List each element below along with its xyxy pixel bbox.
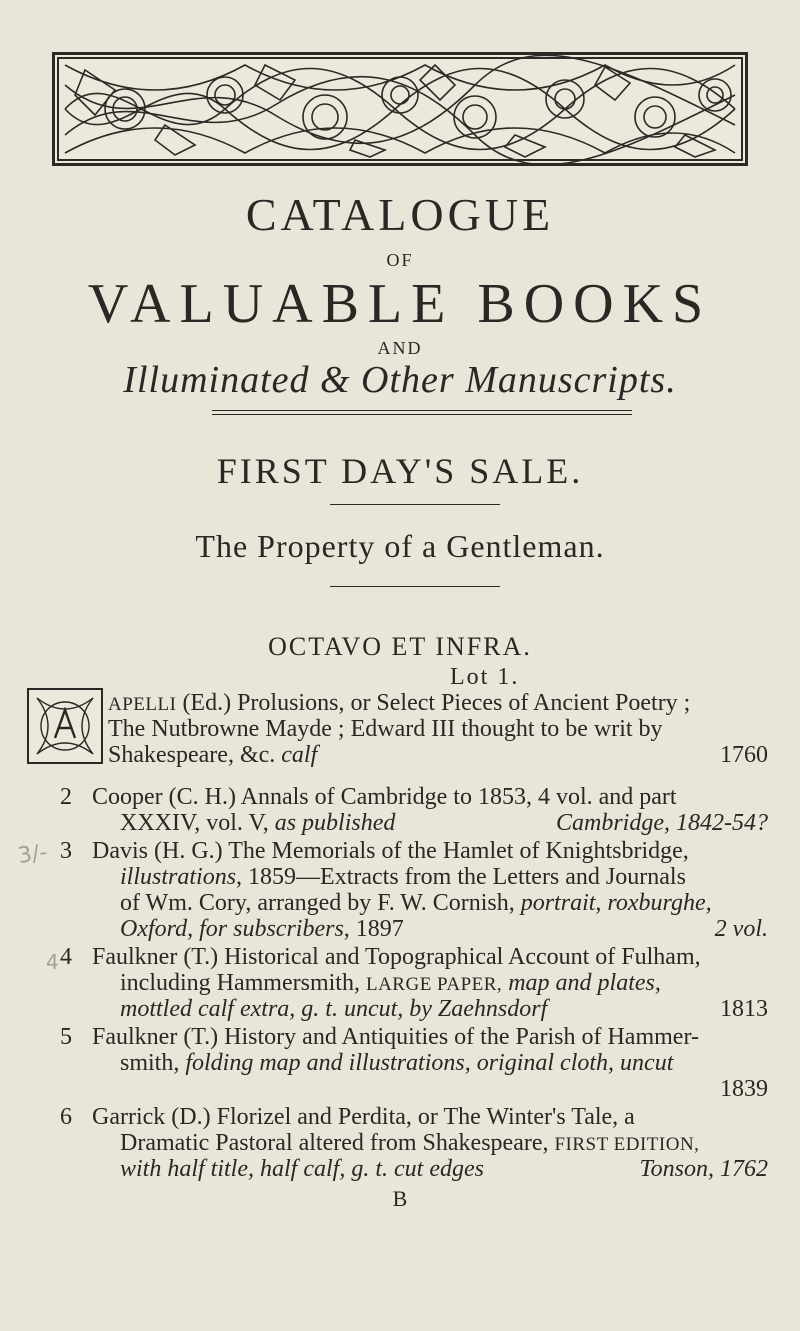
- ornamental-headpiece: [52, 52, 748, 166]
- lot-4-date: 1813: [720, 996, 768, 1022]
- lot-text: The Nutbrowne Mayde ; Edward III thought to be writ by: [108, 716, 663, 742]
- lot-6-line-3: [120, 1156, 484, 1182]
- imprint-note: Oxford, for subscribers: [120, 916, 344, 942]
- lot-entry-2: [60, 784, 768, 840]
- lot-entry-5: [60, 1024, 768, 1106]
- lot-text: Garrick (D.) Florizel and Perdita, or The Winter's Tale, a: [92, 1104, 635, 1130]
- lot-text: Faulkner (T.) History and Antiquities of the Parish of Hammer-: [92, 1024, 699, 1050]
- author-smallcaps: APELLI: [108, 694, 177, 715]
- lot-number: 2: [60, 784, 72, 810]
- lot-number: 3: [60, 838, 72, 864]
- lot-entry-1: [108, 690, 768, 770]
- decorated-initial-icon: [29, 690, 101, 762]
- lot-4-line-3: [120, 996, 547, 1022]
- interlace-ornament-icon: [55, 55, 745, 163]
- lot-text: Dramatic Pastoral altered from Shakespeare,: [120, 1130, 555, 1156]
- lot-text: XXXIV, vol. V,: [120, 810, 275, 836]
- edition-note: as published: [274, 810, 396, 836]
- lot-text: Cooper (C. H.) Annals of Cambridge to 1853, 4 vol. and part: [92, 784, 677, 810]
- illustrations-note: illustrations: [120, 864, 237, 890]
- lot-entry-6: [60, 1104, 768, 1186]
- lot-6-line-1: [92, 1104, 635, 1130]
- lot-text: Shakespeare, &c.: [108, 742, 282, 768]
- lot-entry-4: [60, 944, 768, 1026]
- short-rule: [330, 504, 500, 505]
- lot-heading: Lot 1.: [450, 664, 520, 690]
- first-edition-note: FIRST EDITION,: [554, 1134, 700, 1155]
- lot-number: 4: [60, 944, 72, 970]
- binding-note: folding map and illustrations, original cloth, uncut: [185, 1050, 674, 1076]
- lot-3-line-1: [92, 838, 689, 864]
- lot-1-line-3: [108, 742, 317, 768]
- short-rule-2: [330, 586, 500, 587]
- lot-text: including Hammersmith,: [120, 970, 366, 996]
- lot-5-date: 1839: [720, 1076, 768, 1102]
- large-paper-note: LARGE PAPER,: [365, 974, 503, 995]
- lot-text: Davis (H. G.) The Memorials of the Hamlet of Knightsbridge,: [92, 838, 689, 864]
- lot-text: , 1897: [343, 916, 404, 942]
- lot-text: Faulkner (T.) Historical and Topographical Account of Fulham,: [92, 944, 701, 970]
- property-heading: The Property of a Gentleman.: [195, 528, 605, 564]
- title-and: AND: [377, 338, 423, 358]
- lot-3-line-4: [120, 916, 404, 942]
- title-of: OF: [386, 250, 414, 270]
- lot-entry-3: [60, 838, 768, 946]
- lot-2-line-2: [120, 810, 395, 836]
- binding-note: mottled calf extra, g. t. uncut, by Zaehnsdorf: [120, 996, 548, 1022]
- decorated-initial: [27, 688, 103, 764]
- lot-number: 5: [60, 1024, 72, 1050]
- lot-2-line-1: [92, 784, 677, 810]
- lot-text: of Wm. Cory, arranged by F. W. Cornish,: [120, 890, 521, 916]
- double-rule: [212, 410, 632, 415]
- map-plates-note: map and plates,: [502, 970, 661, 996]
- lot-2-imprint: Cambridge, 1842-54?: [556, 810, 768, 836]
- pencil-note: 3/-: [16, 840, 49, 869]
- title-catalogue: CATALOGUE: [245, 189, 555, 240]
- lot-number: 6: [60, 1104, 72, 1130]
- lot-3-line-2: [120, 864, 686, 890]
- lot-1-line-2: [108, 716, 663, 742]
- binding-note: with half title, half calf, g. t. cut edges: [120, 1156, 484, 1182]
- first-day-sale-heading: FIRST DAY'S SALE.: [216, 451, 584, 491]
- lot-text: , 1859—Extracts from the Letters and Journals: [236, 864, 686, 890]
- pencil-note: 4: [46, 950, 59, 974]
- lot-4-line-2: [120, 970, 661, 998]
- lot-1-date: 1760: [720, 742, 768, 768]
- lot-6-imprint: Tonson, 1762: [639, 1156, 768, 1182]
- lot-text: smith,: [120, 1050, 186, 1076]
- binding-note: portrait, roxburghe,: [520, 890, 712, 916]
- lot-3-volumes: 2 vol.: [714, 916, 768, 942]
- lot-4-line-1: [92, 944, 701, 970]
- lot-text: (Ed.) Prolusions, or Select Pieces of Ancient Poetry ;: [176, 690, 691, 716]
- title-valuable-books: VALUABLE BOOKS: [87, 273, 713, 335]
- lot-3-line-3: [120, 890, 712, 916]
- title-manuscripts: Illuminated & Other Manuscripts.: [123, 359, 677, 401]
- lot-1-line-1: [108, 690, 690, 718]
- lot-6-line-2: [120, 1130, 699, 1158]
- binding-note: calf: [281, 742, 318, 768]
- signature-mark: B: [392, 1186, 408, 1211]
- section-heading-octavo: OCTAVO ET INFRA.: [268, 632, 532, 661]
- lot-5-line-2: [120, 1050, 673, 1076]
- lot-5-line-1: [92, 1024, 699, 1050]
